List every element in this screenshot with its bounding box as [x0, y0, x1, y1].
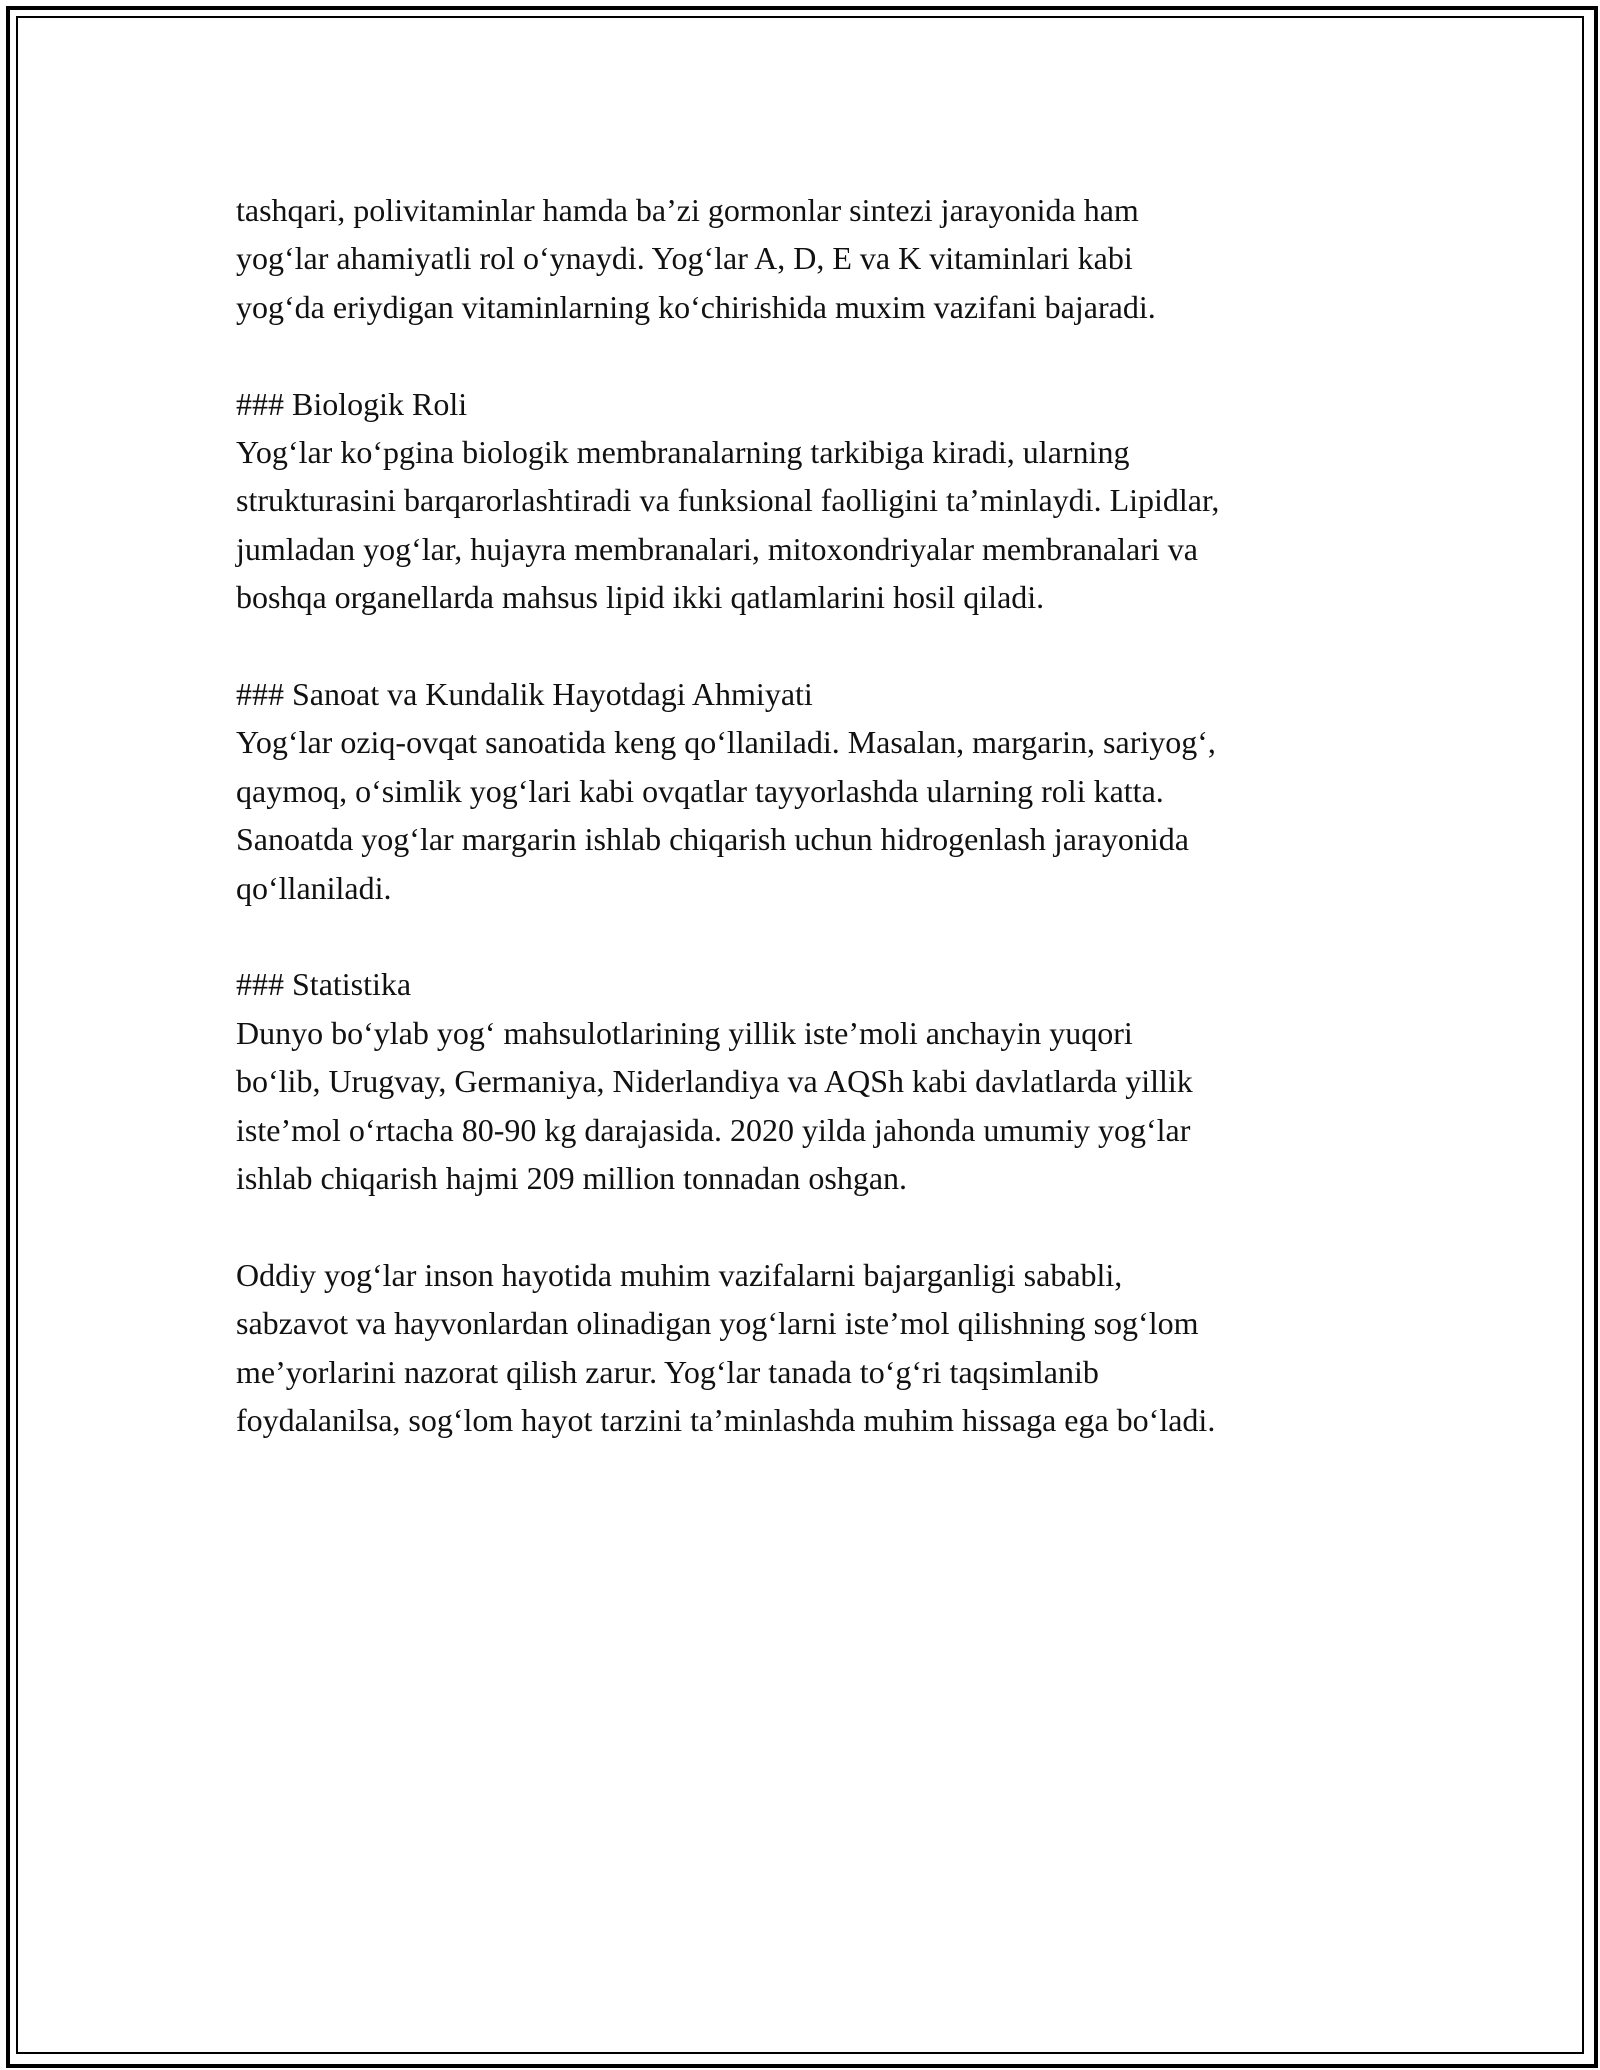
section-heading: ### Statistika — [236, 966, 412, 1003]
text-line: bo‘lib, Urugvay, Germaniya, Niderlandiya va AQSh kabi davlatlarda yillik — [236, 1063, 1193, 1100]
section-statistika — [236, 960, 1396, 1202]
text-line: me’yorlarini nazorat qilish zarur. Yog‘lar tanada to‘g‘ri taqsimlanib — [236, 1353, 1099, 1390]
text-line: ishlab chiqarish hajmi 209 million tonnadan oshgan. — [236, 1160, 908, 1197]
text-line: Dunyo bo‘ylab yog‘ mahsulotlarining yillik iste’moli anchayin yuqori — [236, 1014, 1133, 1051]
paragraph-gap — [236, 331, 1396, 379]
section-sanoat — [236, 670, 1396, 912]
text-line: jumladan yog‘lar, hujayra membranalari, mitoxondriyalar membranalari va — [236, 530, 1198, 567]
text-line: qo‘llaniladi. — [236, 869, 392, 906]
text-line: foydalanilsa, sog‘lom hayot tarzini ta’minlashda muhim hissaga ega bo‘ladi. — [236, 1402, 1216, 1439]
text-line: strukturasini barqarorlashtiradi va funksional faolligini ta’minlaydi. Lipidlar, — [236, 482, 1220, 519]
closing-paragraph — [236, 1251, 1396, 1445]
paragraph-gap — [236, 1202, 1396, 1250]
paragraph-gap — [236, 622, 1396, 670]
section-biologik-roli — [236, 380, 1396, 622]
intro-paragraph — [236, 186, 1396, 331]
paragraph-gap — [236, 912, 1396, 960]
text-line: yog‘lar ahamiyatli rol o‘ynaydi. Yog‘lar A, D, E va K vitaminlari kabi — [236, 240, 1133, 277]
text-line: boshqa organellarda mahsus lipid ikki qatlamlarini hosil qiladi. — [236, 579, 1045, 616]
text-line: Yog‘lar ko‘pgina biologik membranalarning tarkibiga kiradi, ularning — [236, 434, 1130, 471]
document-body — [236, 186, 1396, 1445]
section-heading: ### Sanoat va Kundalik Hayotdagi Ahmiyati — [236, 676, 813, 713]
text-line: Oddiy yog‘lar inson hayotida muhim vazifalarni bajarganligi sababli, — [236, 1256, 1123, 1293]
text-line: Yog‘lar oziq-ovqat sanoatida keng qo‘llaniladi. Masalan, margarin, sariyog‘, — [236, 724, 1216, 761]
text-line: qaymoq, o‘simlik yog‘lari kabi ovqatlar tayyorlashda ularning roli katta. — [236, 772, 1164, 809]
section-heading: ### Biologik Roli — [236, 385, 468, 422]
text-line: iste’mol o‘rtacha 80-90 kg darajasida. 2020 yilda jahonda umumiy yog‘lar — [236, 1111, 1191, 1148]
text-line: tashqari, polivitaminlar hamda ba’zi gormonlar sintezi jarayonida ham — [236, 192, 1139, 228]
text-line: yog‘da eriydigan vitaminlarning ko‘chirishida muxim vazifani bajaradi. — [236, 288, 1156, 325]
text-line: Sanoatda yog‘lar margarin ishlab chiqarish uchun hidrogenlash jarayonida — [236, 821, 1189, 858]
text-line: sabzavot va hayvonlardan olinadigan yog‘larni iste’mol qilishning sog‘lom — [236, 1305, 1199, 1342]
